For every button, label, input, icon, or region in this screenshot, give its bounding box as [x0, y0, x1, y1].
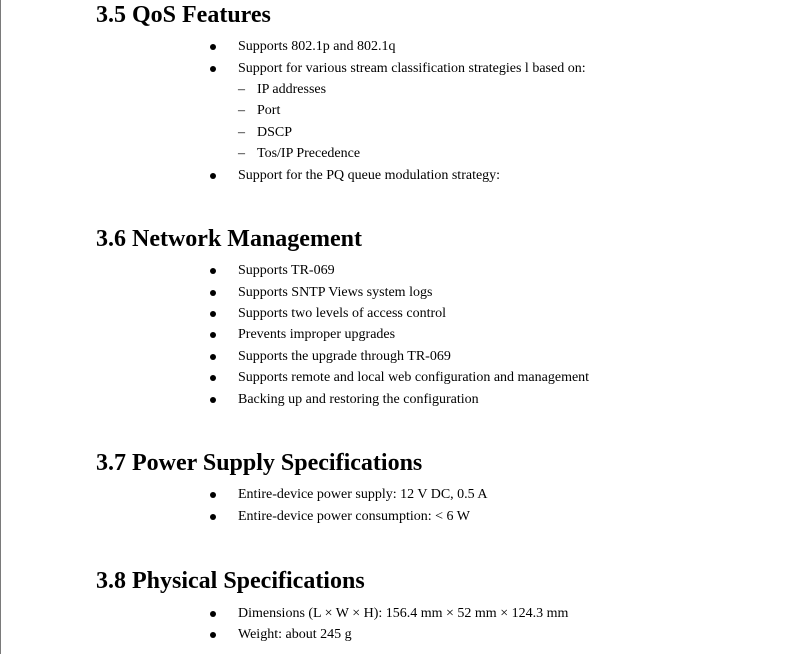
bullet-icon [210, 514, 216, 520]
sub-list-item: Tos/IP Precedence [257, 146, 361, 161]
list-item: Support for various stream classification strategies l based on: [238, 61, 586, 76]
list-item: Supports two levels of access control [238, 306, 447, 321]
list-item: Weight: about 245 g [238, 627, 352, 642]
sub-list-item: IP addresses [257, 82, 327, 97]
list-item: Entire-device power consumption: < 6 W [238, 509, 470, 524]
bullet-icon [210, 375, 216, 381]
bullet-icon [210, 492, 216, 498]
bullet-icon [210, 290, 216, 296]
section-heading-qos: 3.5 QoS Features [96, 2, 271, 28]
dash-icon: – [238, 103, 245, 118]
dash-icon: – [238, 82, 245, 97]
section-heading-physical: 3.8 Physical Specifications [96, 568, 365, 594]
bullet-icon [210, 311, 216, 317]
section-heading-power-supply: 3.7 Power Supply Specifications [96, 450, 423, 476]
list-item: Supports SNTP Views system logs [238, 285, 433, 300]
bullet-icon [210, 66, 216, 72]
list-item: Dimensions (L × W × H): 156.4 mm × 52 mm × 124.3 mm [238, 606, 569, 621]
bullet-icon [210, 173, 216, 179]
section-heading-network-management: 3.6 Network Management [96, 226, 362, 252]
list-item: Supports remote and local web configuration and management [238, 370, 590, 385]
bullet-icon [210, 44, 216, 50]
bullet-icon [210, 632, 216, 638]
sub-list-item: Port [257, 103, 281, 118]
dash-icon: – [238, 125, 245, 140]
dash-icon: – [238, 146, 245, 161]
list-item: Backing up and restoring the configuration [238, 392, 479, 407]
list-item: Supports TR-069 [238, 263, 335, 278]
list-item: Supports the upgrade through TR-069 [238, 349, 451, 364]
list-item: Support for the PQ queue modulation strategy: [238, 168, 501, 183]
sub-list-item: DSCP [257, 125, 293, 140]
list-item: Entire-device power supply: 12 V DC, 0.5 A [238, 487, 488, 502]
bullet-icon [210, 354, 216, 360]
bullet-icon [210, 397, 216, 403]
list-item: Prevents improper upgrades [238, 327, 396, 342]
bullet-icon [210, 268, 216, 274]
bullet-icon [210, 332, 216, 338]
list-item: Supports 802.1p and 802.1q [238, 39, 396, 54]
page-left-border [0, 0, 1, 654]
bullet-icon [210, 611, 216, 617]
